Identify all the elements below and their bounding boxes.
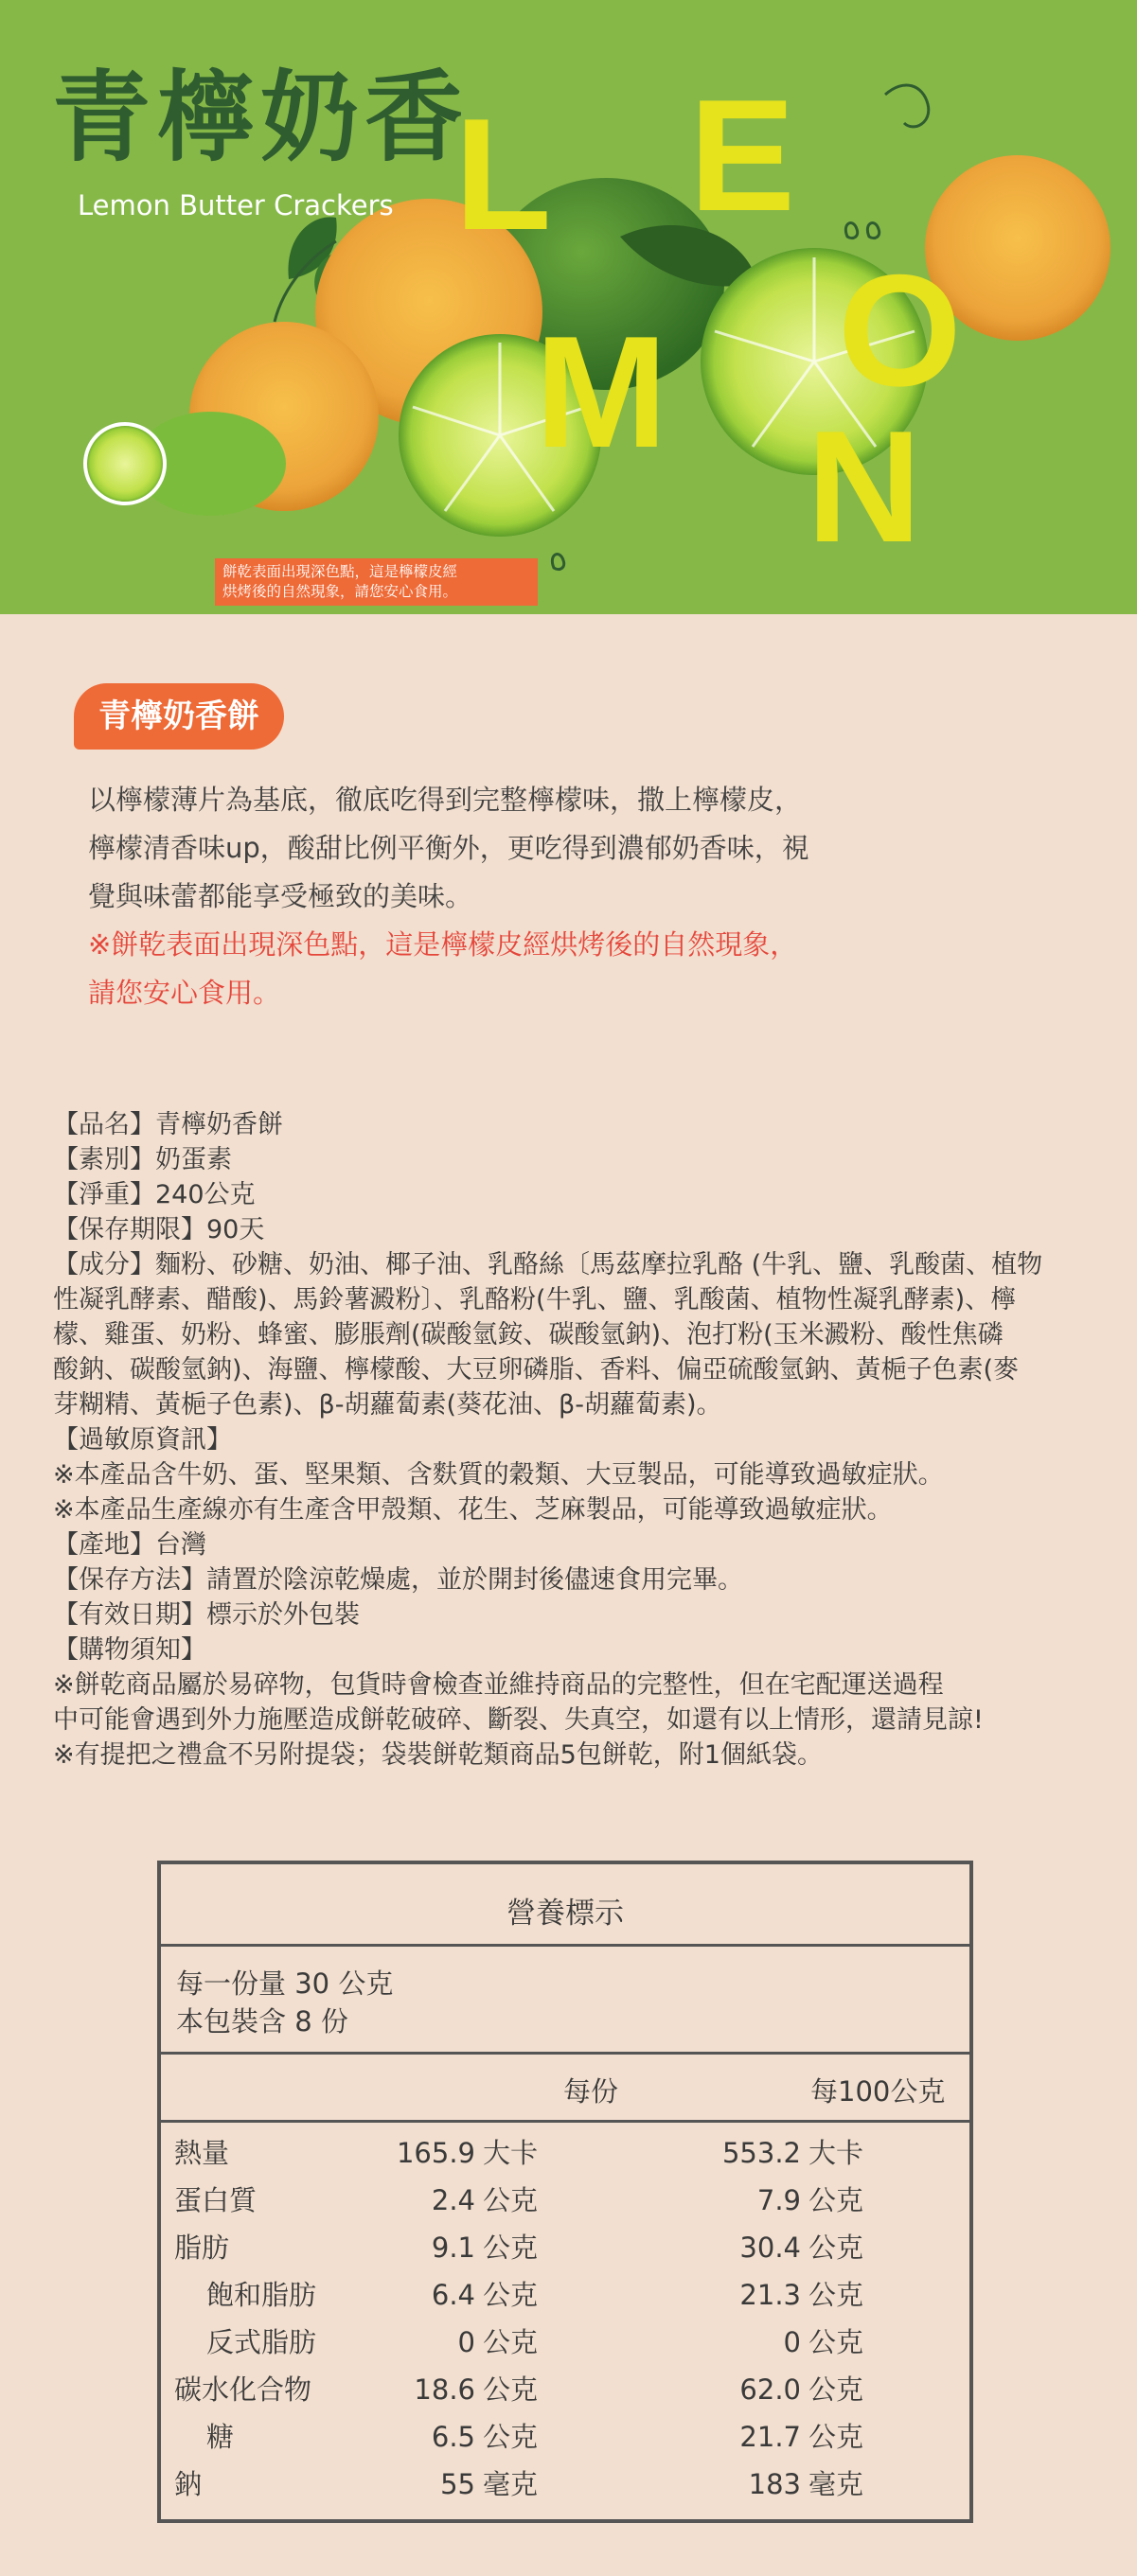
unit-per-serving: 毫克 xyxy=(483,2468,539,2500)
info-line: 性凝乳酵素、醋酸)、馬鈴薯澱粉〕、乳酪粉(牛乳、鹽、乳酸菌、植物性凝乳酵素)、檸 xyxy=(53,1285,1017,1314)
nutrient-label: 反式脂肪 xyxy=(206,2326,317,2358)
nutrition-row xyxy=(161,2129,969,2177)
value-per-100g: 30.4 xyxy=(739,2232,801,2264)
unit-per-100g: 大卡 xyxy=(808,2137,864,2169)
hero-note xyxy=(215,558,538,606)
info-line: ※有提把之禮盒不另附提袋；袋裝餅乾類商品5包餅乾，附1個紙袋。 xyxy=(53,1740,823,1770)
info-line: 酸鈉、碳酸氫鈉)、海鹽、檸檬酸、大豆卵磷脂、香料、偏亞硫酸氫鈉、黃梔子色素(麥 xyxy=(53,1355,1020,1385)
unit-per-100g: 公克 xyxy=(808,2326,864,2358)
info-line: 中可能會遇到外力施壓造成餅乾破碎、斷裂、失真空，如還有以上情形，還請見諒! xyxy=(53,1705,984,1735)
unit-per-serving: 公克 xyxy=(483,2421,539,2453)
serving-info xyxy=(176,1965,393,2040)
unit-per-100g: 公克 xyxy=(808,2279,864,2311)
info-line: 【保存方法】請置於陰涼乾燥處，並於開封後儘速食用完畢。 xyxy=(53,1565,743,1595)
value-per-100g: 7.9 xyxy=(756,2184,801,2216)
info-line: 【淨重】240公克 xyxy=(53,1180,256,1209)
unit-per-serving: 公克 xyxy=(483,2232,539,2264)
unit-per-serving: 公克 xyxy=(483,2184,539,2216)
hero-note-line: 餅乾表面出現深色點，這是檸檬皮經 xyxy=(222,563,458,580)
nutrition-row xyxy=(161,2413,969,2461)
divider xyxy=(161,2120,969,2123)
divider xyxy=(161,2052,969,2055)
unit-per-100g: 公克 xyxy=(808,2232,864,2264)
unit-per-serving: 大卡 xyxy=(483,2137,539,2169)
hero-note-line: 烘烤後的自然現象，請您安心食用。 xyxy=(222,583,458,600)
hero-subtitle: Lemon Butter Crackers xyxy=(78,189,394,221)
doodle-drop xyxy=(552,555,563,570)
nutrition-rows xyxy=(161,2129,969,2508)
lime-slice-small xyxy=(85,424,165,503)
hero-letter-e: E xyxy=(689,66,796,244)
warning-line: 請您安心食用。 xyxy=(88,977,281,1009)
nutrition-title: 營養標示 xyxy=(506,1897,624,1931)
description-line: 以檸檬薄片為基底，徹底吃得到完整檸檬味，撒上檸檬皮， xyxy=(88,784,803,816)
value-per-serving: 55 xyxy=(440,2468,475,2500)
value-per-serving: 18.6 xyxy=(414,2373,475,2406)
unit-per-serving: 公克 xyxy=(483,2279,539,2311)
hero-letter-o: O xyxy=(838,241,962,419)
nutrition-row xyxy=(161,2271,969,2319)
info-line: 【成分】麵粉、砂糖、奶油、椰子油、乳酪絲〔馬茲摩拉乳酪 (牛乳、鹽、乳酸菌、植物 xyxy=(53,1250,1043,1279)
value-per-100g: 183 xyxy=(748,2468,801,2500)
info-line: 檬、雞蛋、奶粉、蜂蜜、膨脹劑(碳酸氫銨、碳酸氫鈉)、泡打粉(玉米澱粉、酸性焦磷 xyxy=(53,1320,1004,1350)
nutrition-row xyxy=(161,2461,969,2508)
product-info xyxy=(53,1107,1104,1773)
nutrition-row xyxy=(161,2366,969,2413)
unit-per-100g: 公克 xyxy=(808,2184,864,2216)
info-line: 【保存期限】90天 xyxy=(53,1215,265,1244)
nutrient-label: 蛋白質 xyxy=(174,2184,258,2216)
unit-per-100g: 公克 xyxy=(808,2421,864,2453)
unit-per-100g: 毫克 xyxy=(808,2468,864,2500)
info-line: 芽糊精、黃梔子色素)、β-胡蘿蔔素(葵花油、β-胡蘿蔔素)。 xyxy=(53,1390,722,1420)
info-line: 【過敏原資訊】 xyxy=(53,1425,232,1455)
value-per-serving: 9.1 xyxy=(431,2232,475,2264)
value-per-100g: 21.7 xyxy=(739,2421,801,2453)
hero-letter-m: M xyxy=(535,303,667,481)
info-line: 【購物須知】 xyxy=(53,1635,206,1665)
hero-letter-l: L xyxy=(454,85,552,263)
unit-per-serving: 公克 xyxy=(483,2373,539,2406)
value-per-serving: 6.5 xyxy=(431,2421,475,2453)
unit-per-serving: 公克 xyxy=(483,2326,539,2358)
unit-per-100g: 公克 xyxy=(808,2373,864,2406)
doodle-drops-right xyxy=(845,223,879,238)
product-description xyxy=(88,776,997,1017)
servings-per-pack: 本包裝含 8 份 xyxy=(176,2005,348,2038)
nutrient-label: 飽和脂肪 xyxy=(206,2279,317,2311)
value-per-serving: 6.4 xyxy=(431,2279,475,2311)
column-header-per-100g: 每100公克 xyxy=(810,2075,946,2108)
value-per-100g: 62.0 xyxy=(739,2373,801,2406)
value-per-serving: 165.9 xyxy=(396,2137,475,2169)
nutrition-row xyxy=(161,2224,969,2271)
value-per-100g: 21.3 xyxy=(739,2279,801,2311)
warning-line: ※餅乾表面出現深色點，這是檸檬皮經烘烤後的自然現象， xyxy=(88,928,798,961)
value-per-100g: 553.2 xyxy=(721,2137,801,2169)
value-per-serving: 2.4 xyxy=(431,2184,475,2216)
info-line: ※餅乾商品屬於易碎物，包貨時會檢查並維持商品的完整性，但在宅配運送過程 xyxy=(53,1670,944,1700)
divider xyxy=(161,1944,969,1947)
nutrition-table xyxy=(157,1861,973,2523)
nutrition-row xyxy=(161,2177,969,2224)
hero-letter-n: N xyxy=(807,397,922,575)
hero-banner xyxy=(0,0,1137,614)
nutrition-row xyxy=(161,2319,969,2366)
nutrient-label: 碳水化合物 xyxy=(174,2373,312,2406)
value-per-serving: 0 xyxy=(457,2326,475,2358)
hero-title: 青檸奶香 xyxy=(52,59,470,175)
description-line: 覺與味蕾都能享受極致的美味。 xyxy=(88,880,473,912)
info-line: 【產地】台灣 xyxy=(53,1530,206,1560)
serving-size: 每一份量 30 公克 xyxy=(176,1967,394,2000)
value-per-100g: 0 xyxy=(783,2326,801,2358)
info-line: ※本產品含牛奶、蛋、堅果類、含麩質的穀類、大豆製品，可能導致過敏症狀。 xyxy=(53,1460,944,1490)
info-line: 【有效日期】標示於外包裝 xyxy=(53,1600,360,1630)
product-name-badge: 青檸奶香餅 xyxy=(74,683,284,750)
info-line: ※本產品生產線亦有生產含甲殼類、花生、芝麻製品，可能導致過敏症狀。 xyxy=(53,1495,893,1525)
description-line: 檸檬清香味up，酸甜比例平衡外，更吃得到濃郁奶香味，視 xyxy=(88,832,809,864)
nutrient-label: 脂肪 xyxy=(174,2232,230,2264)
nutrient-label: 鈉 xyxy=(174,2468,203,2500)
info-line: 【素別】奶蛋素 xyxy=(53,1145,232,1174)
info-line: 【品名】青檸奶香餅 xyxy=(53,1110,283,1139)
nutrient-label: 糖 xyxy=(206,2421,235,2453)
doodle-swirl xyxy=(885,85,929,127)
nutrient-label: 熱量 xyxy=(174,2137,230,2169)
column-header-per-serving: 每份 xyxy=(563,2075,619,2108)
